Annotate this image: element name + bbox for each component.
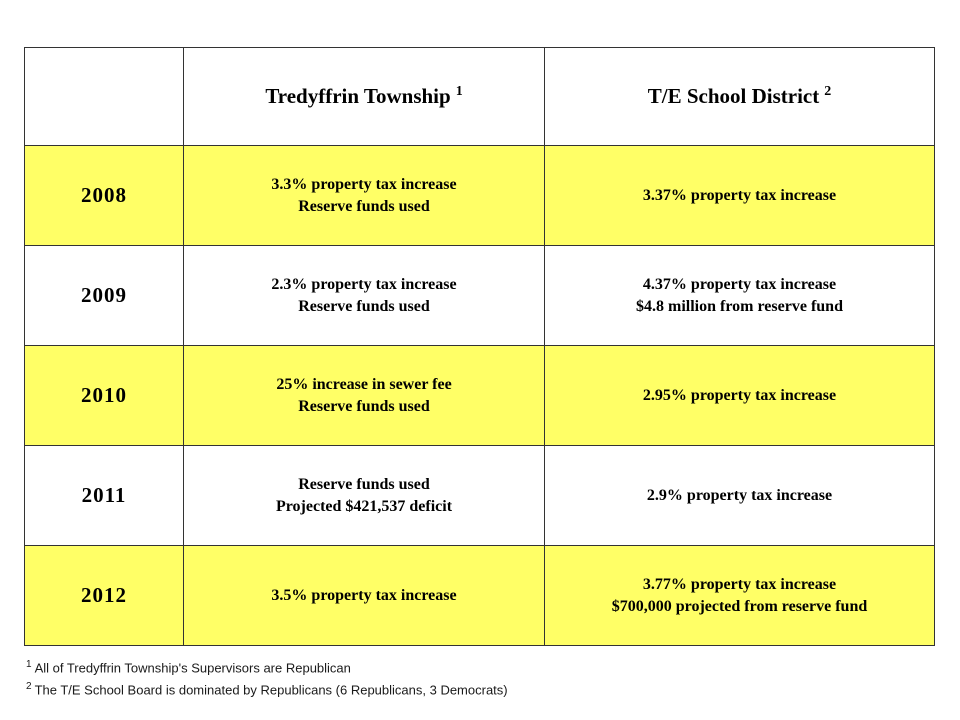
footnote-2-ref: 2: [26, 681, 32, 693]
table-row-2010: [25, 346, 935, 446]
township-cell: [184, 546, 545, 646]
table-row-2012: [25, 546, 935, 646]
cell-line: Reserve funds used: [298, 197, 430, 215]
cell-line: Reserve funds used: [298, 297, 430, 315]
table-row-2008: [25, 146, 935, 246]
header-empty-cell: [25, 48, 184, 146]
cell-line: 3.77% property tax increase: [642, 575, 837, 593]
footnotes: [26, 655, 508, 700]
cell-line: 3.3% property tax increase: [271, 175, 457, 193]
header-township: [184, 48, 545, 146]
district-cell: [545, 346, 935, 446]
township-cell: [184, 246, 545, 346]
township-cell: [184, 446, 545, 546]
district-cell: [545, 546, 935, 646]
township-cell: [184, 346, 545, 446]
cell-line: Projected $421,537 deficit: [275, 497, 453, 515]
header-row: [25, 48, 935, 146]
cell-line: $4.8 million from reserve fund: [636, 297, 843, 315]
footnote-2: [26, 677, 508, 699]
footnote-1: [26, 655, 508, 677]
cell-line: 2.3% property tax increase: [271, 275, 457, 293]
district-cell: [545, 446, 935, 546]
cell-line: $700,000 projected from reserve fund: [611, 597, 868, 615]
table-row-2009: [25, 246, 935, 346]
district-cell: [545, 146, 935, 246]
cell-line: Reserve funds used: [298, 475, 430, 493]
township-cell: [184, 146, 545, 246]
footnote-1-text: All of Tredyffrin Township's Supervisors are Republican: [34, 660, 351, 676]
cell-line: 25% increase in sewer fee: [276, 375, 452, 393]
footnote-ref-1: 1: [455, 84, 463, 99]
year-cell: 2009: [25, 246, 184, 346]
footnote-1-ref: 1: [26, 659, 32, 670]
cell-line: Reserve funds used: [298, 397, 430, 415]
cell-line: 3.5% property tax increase: [271, 586, 457, 604]
cell-line: 3.37% property tax increase: [642, 186, 837, 204]
year-cell: 2010: [25, 346, 184, 446]
year-cell: 2008: [25, 146, 184, 246]
comparison-table: [24, 47, 935, 646]
table-row-2011: [25, 446, 935, 546]
year-cell: 2011: [25, 446, 184, 546]
footnote-ref-2: 2: [824, 84, 832, 99]
cell-line: 2.95% property tax increase: [642, 386, 837, 404]
year-cell: 2012: [25, 546, 184, 646]
cell-line: 4.37% property tax increase: [642, 275, 837, 293]
footnote-2-text: The T/E School Board is dominated by Republicans (6 Republicans, 3 Democrats): [34, 682, 508, 698]
district-cell: [545, 246, 935, 346]
header-district: [545, 48, 935, 146]
cell-line: 2.9% property tax increase: [646, 486, 833, 504]
header-township-label: Tredyffrin Township: [265, 84, 451, 108]
header-district-label: T/E School District: [647, 84, 820, 108]
